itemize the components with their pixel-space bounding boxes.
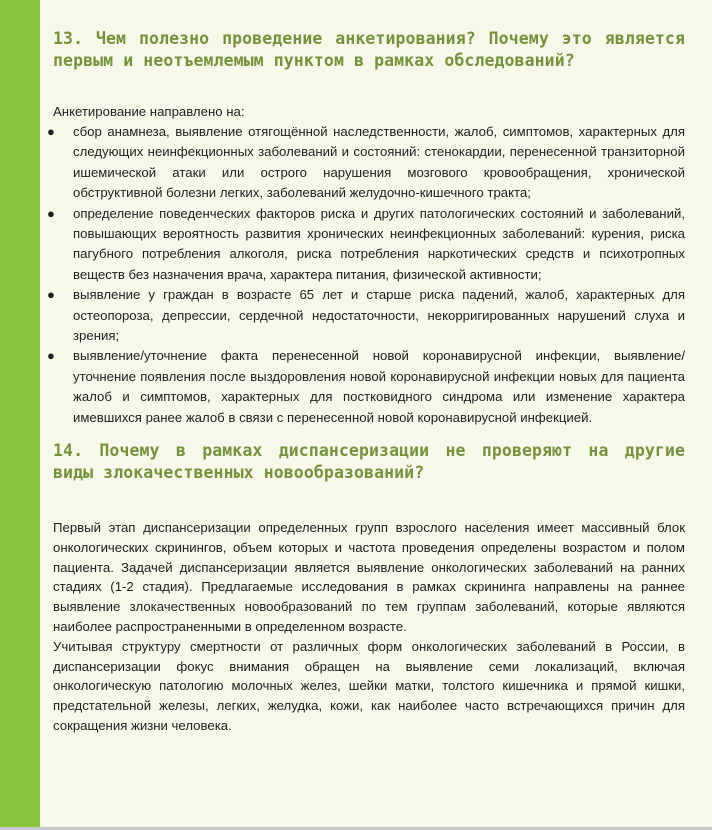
bullet-text: выявление/уточнение факта перенесенной новой коронавирусной инфекции, выявление/уточнение появления после выздоровления новой коронавирусной инфекции новых для пациента жалоб и симптомов, характерных для постковидного синдрома или изменение характера имевшихся ранее жалоб в связи с перенесенной новой коронавирусной инфекцией. bbox=[73, 348, 685, 425]
section-13-bullet-list bbox=[47, 122, 685, 428]
section-14-paragraph: Учитывая структуру смертности от различных форм онкологических заболеваний в России, в диспансеризации фокус внимания обращен на выявление семи локализаций, включая онкологическую патологию молочных желез, шейки матки, толстого кишечника и прямой кишки, предстательной железы, легких, желудка, кожи, как наиболее часто встречающихся причин для сокращения жизни человека. bbox=[53, 638, 685, 734]
section-13-intro: Анкетирование направлено на: bbox=[53, 104, 245, 119]
section-13-heading: 13. Чем полезно проведение анкетирования? Почему это является первым и неотъемлемым пунктом в рамках обследований? bbox=[53, 29, 685, 70]
left-accent-bar bbox=[0, 0, 40, 830]
section-14-paragraph: Первый этап диспансеризации определенных групп взрослого населения имеет массивный блок онкологических скринингов, объем которых и частота проведения определены возрастом и полом пациента. Задачей диспансеризации является выявление онкологических заболеваний на ранних стадиях (1-2 стадия). Предлагаемые исследования в рамках скрининга направлены на раннее выявление злокачественных новообразований по тем группам заболеваний, которые являются наиболее распространенными в определенном возрасте. bbox=[53, 520, 685, 635]
bullet-icon: ● bbox=[47, 205, 55, 221]
bullet-item bbox=[47, 122, 685, 204]
bullet-text: выявление у граждан в возрасте 65 лет и старше риска падений, жалоб, характерных для остеопороза, депрессии, сердечной недостаточности, некорригированных нарушений слуха и зрения; bbox=[73, 287, 685, 344]
document-content bbox=[47, 28, 685, 736]
bullet-icon: ● bbox=[47, 348, 55, 364]
section-14-heading: 14. Почему в рамках диспансеризации не проверяют на другие виды злокачественных новообразований? bbox=[53, 441, 685, 483]
bullet-icon: ● bbox=[47, 124, 55, 139]
bullet-item bbox=[47, 285, 685, 346]
section-14-body bbox=[53, 518, 685, 736]
bullet-text: определение поведенческих факторов риска и других патологических состояний и заболеваний, повышающих вероятность развития хронических неинфекционных заболеваний: курения, риска пагубного потребления алкоголя, риска потребления наркотических средств и психотропных веществ без назначения врача, характера питания, физической активности; bbox=[73, 205, 685, 282]
bullet-item bbox=[47, 346, 685, 428]
bullet-icon: ● bbox=[47, 287, 55, 303]
bullet-text: сбор анамнеза, выявление отягощённой наследственности, жалоб, симптомов, характерных для следующих неинфекционных заболеваний и состояний: стенокардии, перенесенной транзиторной ишемической атаки или острого нарушения мозгового кровообращения, хронической обструктивной болезни легких, заболеваний желудочно-кишечного тракта; bbox=[73, 124, 685, 201]
bullet-item bbox=[47, 204, 685, 286]
